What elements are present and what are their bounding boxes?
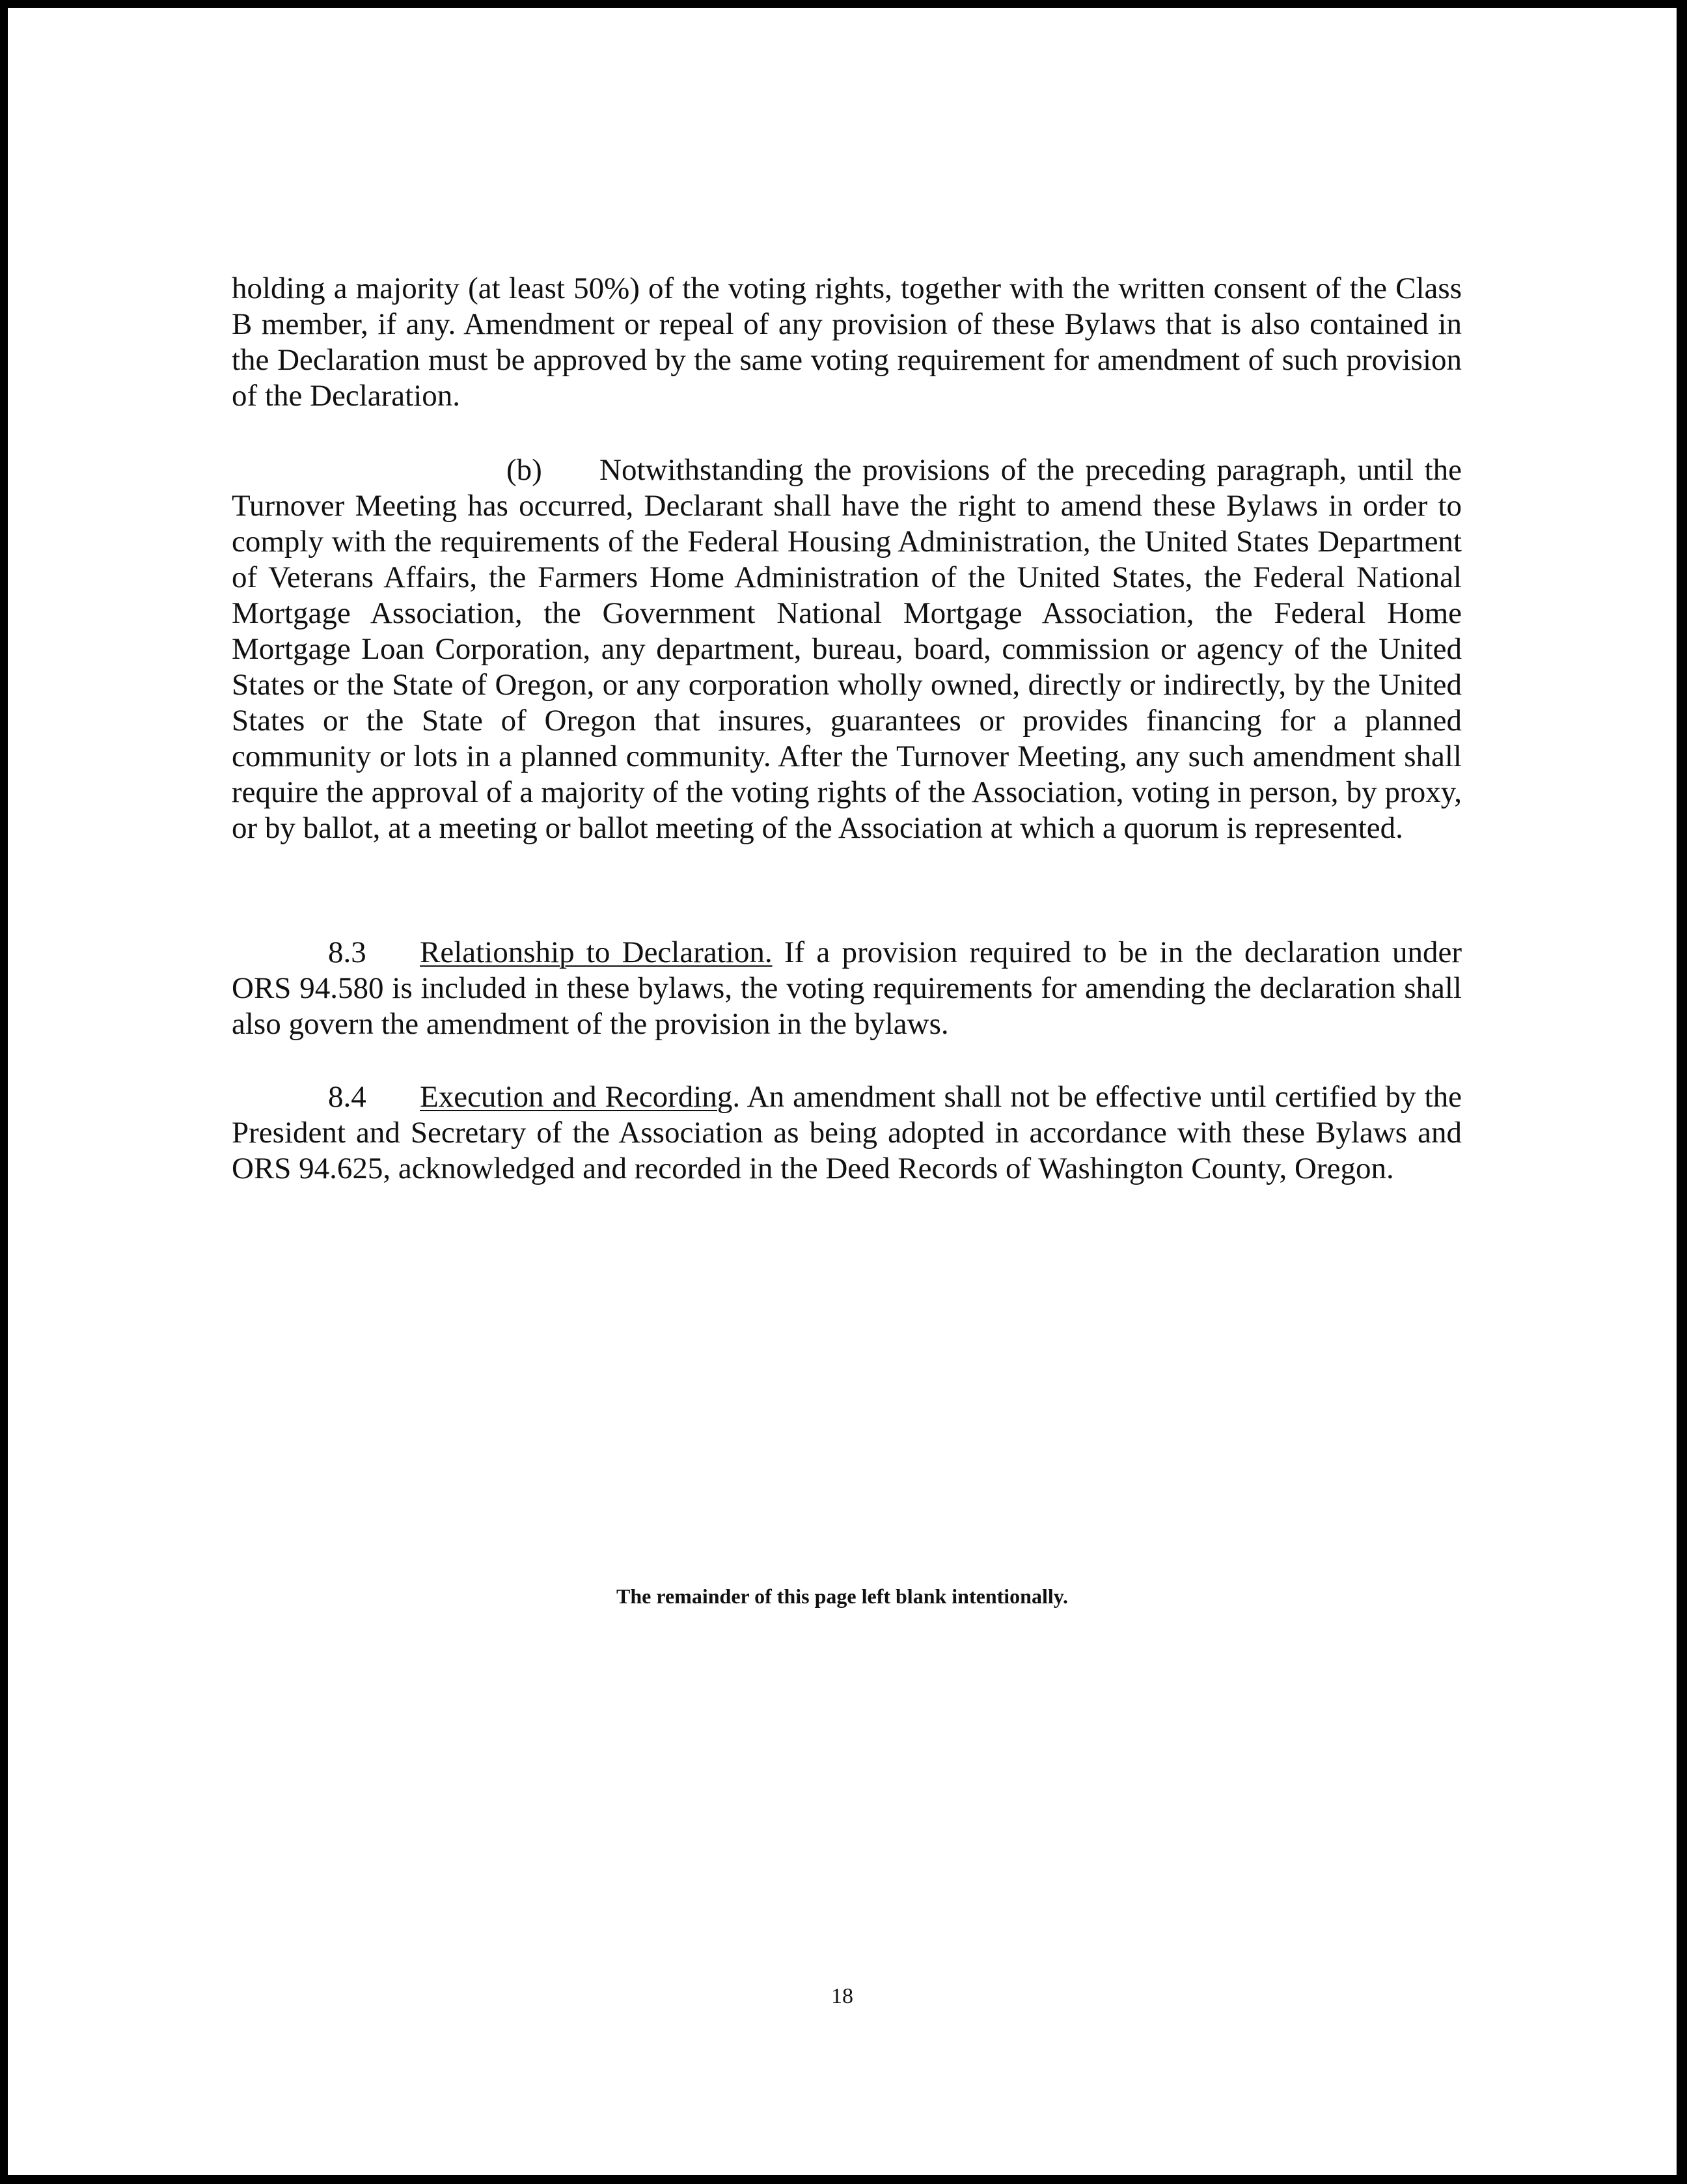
section-number: 8.3 — [328, 935, 366, 969]
paragraph-continuation: holding a majority (at least 50%) of the voting rights, together with the written consent of the Class B member, if any. Amendment or repeal of any provision of these Bylaws that is also contained in the Declaration must be approved by the same voting requirement for amendment of such provision of the Declaration. — [232, 271, 1462, 413]
document-page — [8, 8, 1677, 2175]
section-number: 8.4 — [328, 1080, 366, 1114]
section-heading: Execution and Recording — [420, 1080, 733, 1114]
blank-page-notice: The remainder of this page left blank intentionally. — [616, 1584, 1068, 1608]
section-8-3 — [232, 935, 1462, 1042]
section-text: . An amendment shall not be effective until certified by the President and Secretary of the Association as being adopted in accordance with these Bylaws and ORS 94.625, acknowledged and recorded in the Deed Records of Washington County, Oregon. — [232, 1080, 1462, 1185]
paragraph-b-text: Notwithstanding the provisions of the preceding paragraph, until the Turnover Meeting has occurred, Declarant shall have the right to amend these Bylaws in order to comply with the requirements of the Federal Housing Administration, the United States Department of Veterans Affairs, the Farmers Home Administration of the United States, the Federal National Mortgage Association, the Government National Mortgage Association, the Federal Home Mortgage Loan Corporation, any department, bureau, board, commission or agency of the United States or the State of Oregon, or any corporation wholly owned, directly or indirectly, by the United States or the State of Oregon that insures, guarantees or provides financing for a planned community or lots in a planned community. After the Turnover Meeting, any such amendment shall require the approval of a majority of the voting rights of the Association, voting in person, by proxy, or by ballot, at a meeting or ballot meeting of the Association at which a quorum is represented. — [232, 453, 1462, 845]
paragraph-b-label: (b) — [506, 453, 542, 487]
page-number: 18 — [831, 1984, 853, 2008]
section-text: If a provision required to be in the declaration under ORS 94.580 is included in these bylaws, the voting requirements for amending the declaration shall also govern the amendment of the provision in the bylaws. — [232, 935, 1462, 1041]
section-heading: Relationship to Declaration. — [420, 935, 773, 969]
section-8-4 — [232, 1079, 1462, 1187]
paragraph-b — [232, 452, 1462, 846]
